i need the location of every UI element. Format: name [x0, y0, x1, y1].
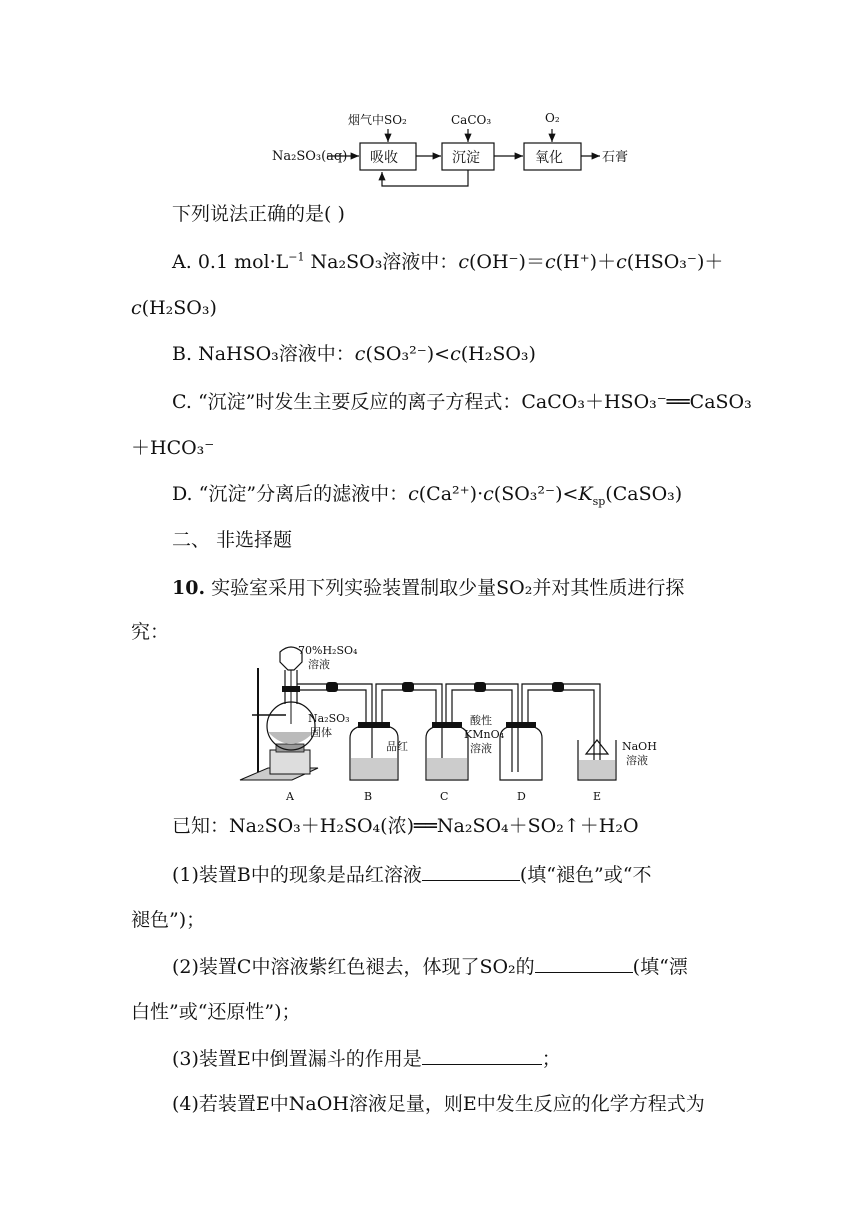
flow-input: Na₂SO₃(aq) — [272, 149, 348, 164]
q9-option-c-cont: ＋HCO₃⁻ — [131, 437, 215, 459]
option-label: D. — [172, 483, 193, 505]
answer-blank-1[interactable] — [422, 862, 520, 881]
acid-label-2: 溶液 — [308, 658, 330, 671]
naoh-label-1: NaOH — [622, 740, 657, 753]
section-heading: 二、 非选择题 — [172, 529, 293, 551]
pinhong-label: 品红 — [386, 740, 408, 753]
option-a-exp: −1 — [288, 250, 305, 264]
q10-known: 已知：Na₂SO₃＋H₂SO₄(浓)══Na₂SO₄＋SO₂↑＋H₂O — [172, 815, 639, 837]
flow-box-oxidize-label: 氧化 — [535, 150, 563, 166]
option-a-hso3: (HSO₃⁻)＋ — [626, 251, 724, 273]
option-a-h2so3: (H₂SO₃) — [141, 297, 217, 319]
ksp-subscript: sp — [592, 494, 606, 508]
part2-hint: (填“漂 — [632, 956, 688, 978]
kmno4-label-3: 溶液 — [470, 742, 492, 755]
label-d: D — [517, 790, 526, 803]
part3-text: (3)装置E中倒置漏斗的作用是 — [172, 1048, 422, 1070]
q9-option-d — [172, 482, 682, 506]
question-number: 10. — [172, 577, 206, 599]
option-a-conc: 0.1 mol·L — [197, 251, 289, 273]
kmno4-label-2: KMnO₄ — [464, 728, 504, 741]
option-d-tail: (CaSO₃) — [605, 483, 683, 505]
naoh-label-2: 溶液 — [626, 754, 648, 767]
solid-label: Na₂SO₃ — [308, 712, 350, 725]
q9-stem: 下列说法正确的是( ) — [172, 203, 345, 225]
answer-blank-3[interactable] — [422, 1046, 542, 1065]
label-e: E — [593, 790, 602, 803]
option-d-text: “沉淀”分离后的滤液中： — [198, 483, 409, 505]
q9-option-a — [172, 250, 723, 274]
q10-part1-cont: 褪色”)； — [131, 909, 206, 931]
flow-box-absorb-label: 吸收 — [370, 150, 398, 166]
answer-blank-2[interactable] — [535, 954, 633, 973]
option-a-salt: Na₂SO₃溶液中： — [310, 251, 459, 273]
option-label: C. — [172, 391, 192, 413]
q9-option-b — [172, 342, 536, 366]
q10-part2-cont: 白性”或“还原性”)； — [131, 1001, 301, 1023]
part1-text: (1)装置B中的现象是品红溶液 — [172, 864, 422, 886]
kmno4-label-1: 酸性 — [470, 714, 492, 727]
option-b-salt: NaHSO₃溶液中： — [198, 343, 355, 365]
option-b-h2so3: (H₂SO₃) — [460, 343, 536, 365]
flow-top-gas: 烟气中SO₂ — [348, 113, 407, 127]
label-a: A — [286, 790, 294, 803]
flow-top-o2: O₂ — [545, 111, 560, 125]
solid-label-2: 固体 — [310, 726, 332, 739]
q10-part2 — [172, 954, 688, 979]
option-label: B. — [172, 343, 193, 365]
c-symbol: c — [483, 483, 494, 505]
option-d-ca: (Ca²⁺)· — [418, 483, 484, 505]
c-symbol: c — [544, 251, 556, 273]
c-symbol: c — [458, 251, 469, 273]
q9-option-c — [172, 390, 752, 414]
c-symbol: c — [408, 483, 419, 505]
q9-option-a-cont — [131, 296, 217, 320]
q10-part4: (4)若装置E中NaOH溶液足量，则E中发生反应的化学方程式为 — [172, 1093, 705, 1115]
flow-box-precip-label: 沉淀 — [452, 150, 480, 166]
k-symbol: K — [578, 483, 593, 505]
c-symbol: c — [131, 297, 142, 319]
flow-output: 石膏 — [602, 150, 629, 165]
label-b: B — [364, 790, 373, 803]
q10-stem — [172, 576, 684, 600]
part2-text: (2)装置C中溶液紫红色褪去，体现了SO₂的 — [172, 956, 535, 978]
c-symbol: c — [354, 343, 366, 365]
option-d-so3: (SO₃²⁻)< — [493, 483, 579, 505]
q10-part1 — [172, 862, 651, 887]
q10-part3 — [172, 1046, 561, 1071]
option-b-so3: (SO₃²⁻)< — [365, 343, 451, 365]
option-a-oh: (OH⁻)＝ — [468, 251, 545, 273]
option-c-text: “沉淀”时发生主要反应的离子方程式：CaCO₃＋HSO₃⁻══CaSO₃ — [197, 391, 752, 413]
acid-label: 70%H₂SO₄ — [298, 644, 358, 657]
c-symbol: c — [450, 343, 461, 365]
option-label: A. — [172, 251, 192, 273]
q10-stem-text: 实验室采用下列实验装置制取少量SO₂并对其性质进行探 — [211, 577, 685, 599]
label-c: C — [440, 790, 449, 803]
q10-stem-cont: 究： — [131, 621, 170, 643]
part1-hint: (填“褪色”或“不 — [519, 864, 652, 886]
c-symbol: c — [616, 251, 627, 273]
part3-end: ； — [541, 1048, 561, 1070]
option-a-h: (H⁺)＋ — [555, 251, 617, 273]
flow-top-caco3: CaCO₃ — [451, 113, 492, 127]
apparatus-diagram — [0, 640, 860, 810]
